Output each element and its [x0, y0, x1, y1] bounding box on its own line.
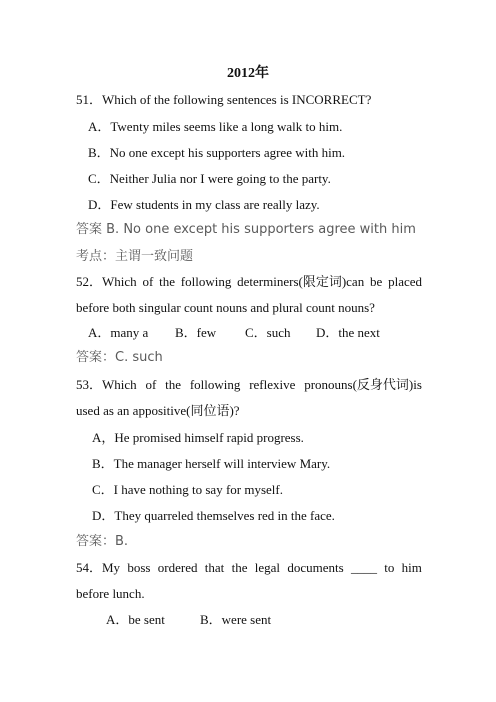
question-53-option-a: A，He promised himself rapid progress.: [92, 430, 304, 445]
page-title: 2012年: [227, 66, 269, 81]
stem-word: determiners(限定词)can: [237, 274, 365, 289]
question-53-option-c: C．I have nothing to say for myself.: [92, 482, 283, 497]
stem-word: documents: [287, 560, 344, 575]
stem-word: the: [159, 274, 175, 289]
stem-word: that: [204, 560, 225, 575]
question-52-stem-line1: [76, 274, 422, 290]
question-53-stem-line2: used as an appositive(同位语)?: [76, 403, 240, 418]
stem-word: 53．Which: [76, 377, 137, 392]
question-52-answer: 答案：C. such: [76, 350, 163, 365]
stem-word: legal: [254, 560, 281, 575]
question-53-option-d: D．They quarreled themselves red in the face.: [92, 508, 335, 523]
stem-word: 52．Which: [76, 274, 137, 289]
question-51-answer: 答案 B. No one except his supporters agree with him: [76, 222, 416, 237]
question-51-option-b: B．No one except his supporters agree with him.: [88, 145, 346, 160]
stem-word: ordered: [157, 560, 198, 575]
stem-word: of: [145, 377, 157, 392]
question-52-option-b: B．few: [175, 325, 217, 340]
question-51-stem: 51．Which of the following sentences is INCORRECT?: [76, 92, 372, 107]
question-54-stem-line1: [76, 560, 422, 576]
question-51-option-a: A．Twenty miles seems like a long walk to him.: [88, 119, 343, 134]
question-51-option-c: C．Neither Julia nor I were going to the party.: [88, 171, 331, 186]
stem-word: following: [189, 377, 241, 392]
question-52-options: [0, 325, 496, 341]
question-54-option-b: B．were sent: [200, 612, 272, 627]
stem-word: him: [401, 560, 422, 575]
stem-word: the: [231, 560, 248, 575]
question-51-note: 考点：主谓一致问题: [76, 248, 194, 263]
question-54-option-a: A．be sent: [106, 612, 165, 627]
question-54-stem-line2: before lunch.: [76, 586, 145, 601]
stem-word: following: [180, 274, 232, 289]
question-52-option-a: A．many a: [88, 325, 149, 340]
stem-word: 54．My: [76, 560, 121, 575]
question-53-answer: 答案：B.: [76, 534, 129, 549]
stem-word: of: [142, 274, 154, 289]
blank: ____: [350, 560, 377, 575]
stem-word: be: [370, 274, 383, 289]
stem-word: placed: [388, 274, 422, 289]
stem-word: reflexive: [249, 377, 296, 392]
stem-word: boss: [127, 560, 151, 575]
question-54-options: [0, 612, 496, 628]
stem-word: pronouns(反身代词)is: [304, 377, 422, 392]
question-51-option-d: D．Few students in my class are really lazy.: [88, 197, 320, 212]
question-52-option-d: D．the next: [316, 325, 380, 340]
question-53-option-b: B．The manager herself will interview Mary.: [92, 456, 331, 471]
stem-word: to: [384, 560, 395, 575]
question-52-stem-line2: before both singular count nouns and plural count nouns?: [76, 300, 375, 315]
stem-word: the: [165, 377, 182, 392]
question-52-option-c: C．such: [245, 325, 291, 340]
question-53-stem-line1: [76, 377, 422, 393]
